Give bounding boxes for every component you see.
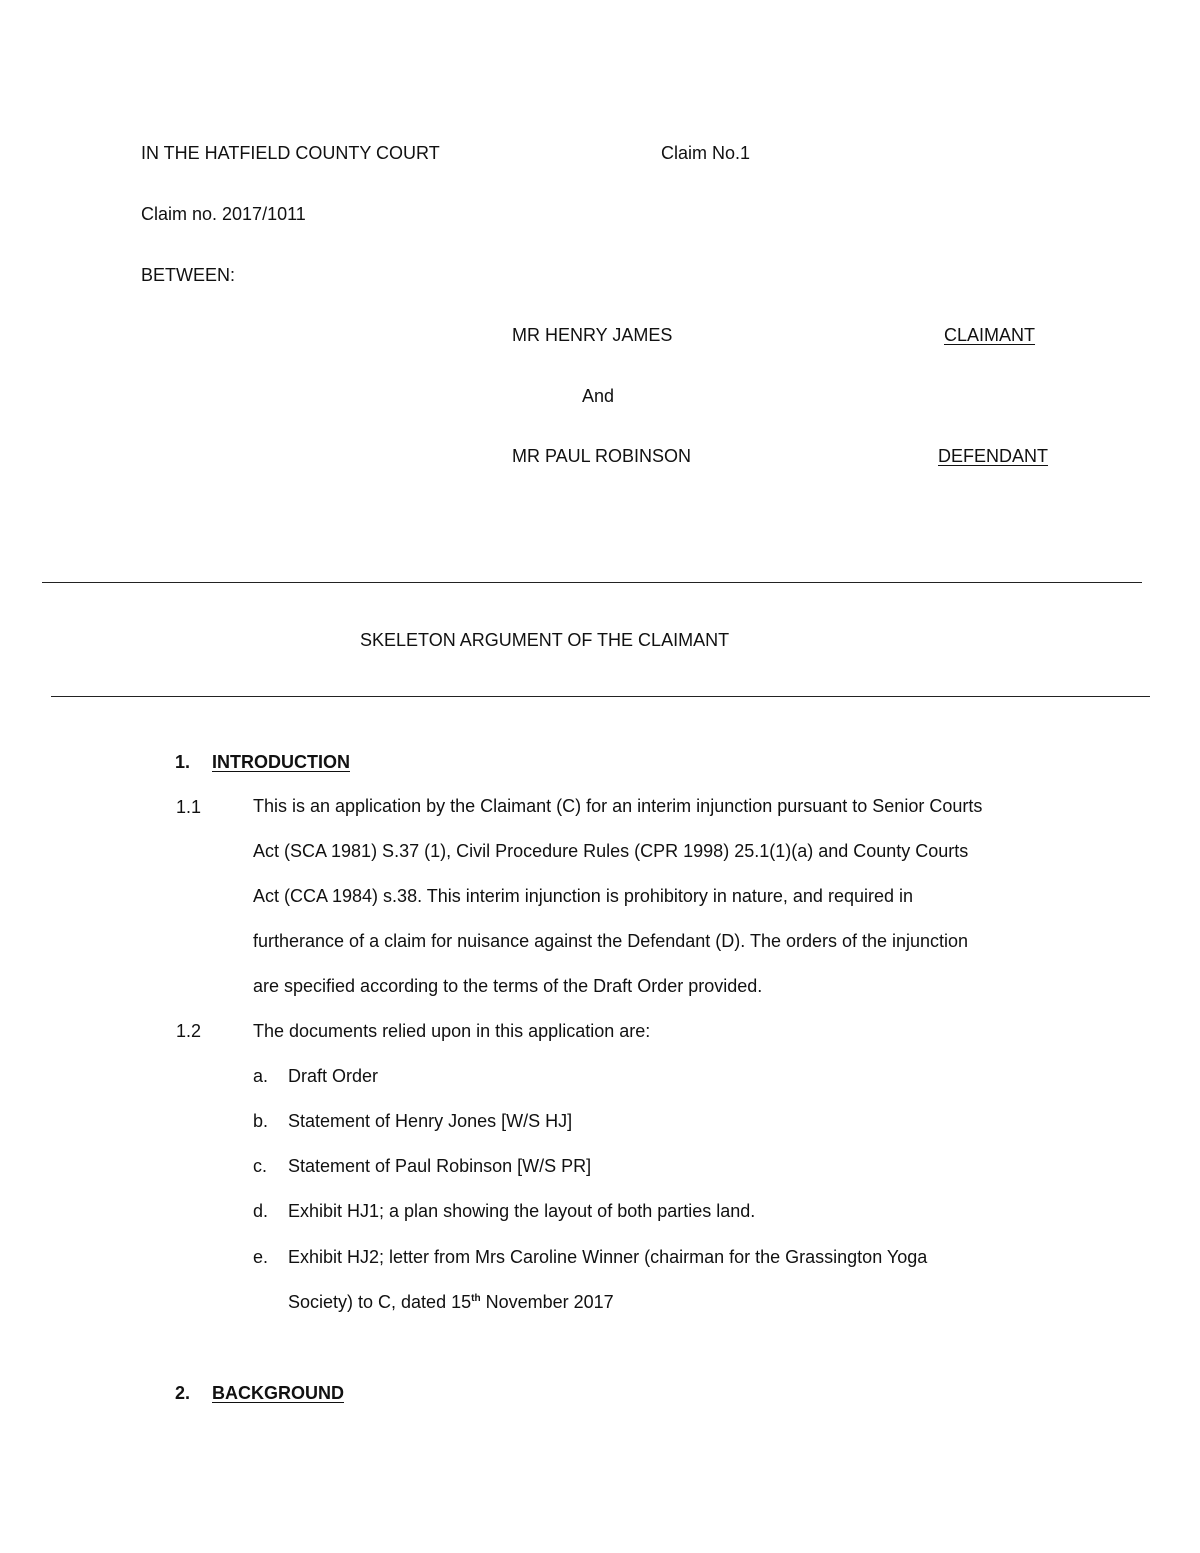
section-2-heading: BACKGROUND — [212, 1383, 344, 1403]
title-top-rule — [42, 582, 1142, 583]
continuation-text: Society) to C, dated 15 — [288, 1292, 472, 1312]
defendant-name: MR PAUL ROBINSON — [512, 446, 692, 466]
list-item: Statement of Paul Robinson [W/S PR] — [288, 1156, 592, 1176]
list-marker: c. — [253, 1156, 268, 1176]
list-item: Exhibit HJ1; a plan showing the layout of both parties land. — [288, 1201, 756, 1221]
list-item-continuation — [288, 1291, 614, 1313]
section-1-heading: INTRODUCTION — [212, 752, 350, 772]
claim-label: Claim No.1 — [661, 143, 751, 163]
list-item: Statement of Henry Jones [W/S HJ] — [288, 1111, 573, 1131]
list-item: Exhibit HJ2; letter from Mrs Caroline Winner (chairman for the Grassington Yoga — [288, 1247, 928, 1267]
paragraph-1-1 — [253, 784, 1053, 1009]
list-marker: b. — [253, 1111, 269, 1131]
paragraph-number: 1.1 — [176, 797, 202, 817]
title-bottom-rule — [51, 696, 1150, 697]
claimant-name: MR HENRY JAMES — [512, 325, 673, 345]
and-label: And — [582, 386, 615, 406]
defendant-role: DEFENDANT — [938, 446, 1049, 466]
between-label: BETWEEN: — [141, 265, 236, 285]
paragraph-number: 1.2 — [176, 1021, 202, 1041]
paragraph-line: Act (SCA 1981) S.37 (1), Civil Procedure Rules (CPR 1998) 25.1(1)(a) and County Courts — [253, 841, 969, 861]
claim-number: Claim no. 2017/1011 — [141, 204, 306, 224]
paragraph-line: are specified according to the terms of the Draft Order provided. — [253, 976, 763, 996]
ordinal-suffix: th — [471, 1293, 481, 1304]
continuation-text: November 2017 — [480, 1292, 614, 1312]
paragraph-line: This is an application by the Claimant (C) for an interim injunction pursuant to Senior Courts — [253, 796, 983, 816]
list-marker: d. — [253, 1201, 269, 1221]
section-1-number: 1. — [175, 752, 191, 772]
paragraph-line: Act (CCA 1984) s.38. This interim injunction is prohibitory in nature, and required in — [253, 886, 913, 906]
paragraph-1-2: The documents relied upon in this application are: — [253, 1021, 651, 1041]
court-name: IN THE HATFIELD COUNTY COURT — [141, 143, 440, 163]
claimant-role: CLAIMANT — [944, 325, 1036, 345]
list-item: Draft Order — [288, 1066, 379, 1086]
section-2-number: 2. — [175, 1383, 191, 1403]
document-title: SKELETON ARGUMENT OF THE CLAIMANT — [360, 630, 730, 650]
paragraph-line: furtherance of a claim for nuisance against the Defendant (D). The orders of the injunction — [253, 931, 969, 951]
list-marker: e. — [253, 1247, 269, 1267]
list-marker: a. — [253, 1066, 269, 1086]
